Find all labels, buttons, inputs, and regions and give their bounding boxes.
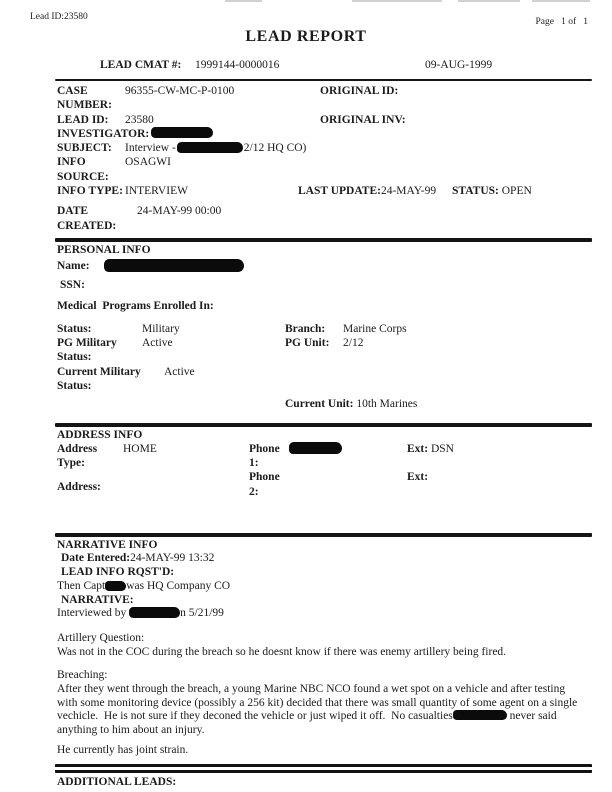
pg-unit <box>285 336 363 350</box>
interviewed-pre: Interviewed by <box>57 607 130 620</box>
phone1 <box>249 442 342 470</box>
narrative-info-section <box>55 539 592 757</box>
subject-value-post: 2/12 HQ CO) <box>243 142 307 155</box>
additional-leads-divider <box>55 764 592 773</box>
lead-id-label: LEAD ID: <box>57 113 109 126</box>
address-info-section <box>55 428 592 498</box>
breaching-line-3-pre: vechicle. He is not sure if they deconed the vehicle or just wiped it off. No casualties <box>57 710 453 723</box>
status <box>452 184 532 198</box>
breaching-line-3 <box>55 710 592 724</box>
phone1-label: Phone 1: <box>249 442 280 470</box>
phone2-label: Phone 2: <box>249 471 280 498</box>
page-number: Page 1 of 1 <box>535 17 588 27</box>
investigator-label: INVESTIGATOR: <box>57 127 150 140</box>
redaction-bar <box>453 710 507 720</box>
phone2 <box>249 470 289 498</box>
original-inv-label: ORIGINAL INV: <box>320 113 406 126</box>
info-type-value: INTERVIEW <box>125 185 188 198</box>
date-created-row <box>55 204 592 233</box>
case-number-row <box>55 84 592 113</box>
artillery-text: Was not in the COC during the breach so he doesnt know if there was enemy artillery being fired. <box>57 645 507 658</box>
lead-id-header: Lead ID:23580 <box>30 12 88 22</box>
redaction-bar <box>289 442 342 454</box>
case-number-label: CASE NUMBER: <box>57 85 112 112</box>
breaching-line-2: with some monitoring device (possibly a 256 kit) decided that there was small quantity of some agent on a single <box>57 696 578 709</box>
page-title: LEAD REPORT <box>245 28 367 45</box>
case-info-section <box>55 84 592 233</box>
investigator-row <box>55 127 592 141</box>
report-date: 09-AUG-1999 <box>425 59 493 71</box>
current-military-status-value: Active <box>164 365 195 378</box>
status-label: Status: <box>57 322 92 335</box>
current-unit-label: Current Unit: <box>285 397 354 410</box>
address-type-row <box>55 442 592 470</box>
closing-line: He currently has joint strain. <box>57 743 189 756</box>
then-capt-line <box>55 580 592 594</box>
address-label: Address: <box>57 481 101 494</box>
breaching-line-3-post: never said <box>506 710 557 723</box>
address-type-value: HOME <box>123 442 157 455</box>
branch-label: Branch: <box>285 322 326 335</box>
redaction-bar <box>105 581 126 591</box>
narrative-info-heading: NARRATIVE INFO <box>57 539 158 552</box>
info-source-row <box>55 155 592 184</box>
subject-label: SUBJECT: <box>57 142 112 155</box>
ssn-row <box>55 279 592 291</box>
original-id-label: ORIGINAL ID: <box>320 85 399 97</box>
then-capt-post: was HQ Company CO <box>126 579 231 592</box>
address-type-label: Address Type: <box>57 442 98 470</box>
ext1 <box>407 442 454 456</box>
date-created-value: 24-MAY-99 00:00 <box>137 205 222 218</box>
ssn-label: SSN: <box>60 278 85 291</box>
page-meta-row <box>0 0 612 27</box>
personal-info-section <box>55 244 592 412</box>
subject-value-pre: Interview - <box>125 142 176 155</box>
military-status-grid <box>55 322 592 412</box>
info-type-row <box>55 184 592 198</box>
info-source-label: INFO SOURCE: <box>57 156 109 183</box>
narrative-label: NARRATIVE: <box>61 593 134 606</box>
breaching-line-1: After they went through the breach, a young Marine NBC NCO found a wet spot on a vehicle and after testing <box>57 683 566 696</box>
interviewed-line <box>55 607 592 621</box>
status-value: OPEN <box>501 185 532 198</box>
name-row <box>55 259 592 276</box>
current-unit-value: 10th Marines <box>356 397 418 410</box>
section-divider <box>55 423 592 427</box>
lead-info-rqstd-label: LEAD INFO RQST'D: <box>61 566 175 579</box>
pg-unit-label: PG Unit: <box>285 337 330 350</box>
date-entered-row <box>55 552 592 566</box>
subject-row <box>55 141 592 155</box>
breaching-heading: Breaching: <box>57 669 108 682</box>
date-entered-value: 24-MAY-99 13:32 <box>130 552 215 565</box>
branch <box>285 322 407 336</box>
address-info-heading: ADDRESS INFO <box>57 428 143 441</box>
status-row <box>55 322 592 336</box>
personal-info-heading: PERSONAL INFO <box>57 243 151 256</box>
name-label: Name: <box>57 259 90 272</box>
ext2 <box>407 470 428 484</box>
info-source-value: OSAGWI <box>125 156 171 169</box>
last-update-label: LAST UPDATE: <box>298 185 381 198</box>
branch-value: Marine Corps <box>343 322 407 335</box>
status-value: Military <box>142 322 180 335</box>
pg-military-status-value: Active <box>142 337 173 350</box>
redaction-bar <box>151 127 213 138</box>
section-divider <box>55 533 592 537</box>
ext1-value: DSN <box>430 442 454 455</box>
additional-leads-heading: ADDITIONAL LEADS: <box>57 775 177 788</box>
lead-id-row <box>55 113 592 127</box>
date-entered-label: Date Entered: <box>61 552 131 565</box>
artillery-heading: Artillery Question: <box>57 631 145 644</box>
pg-military-status-row <box>55 336 592 364</box>
divider <box>55 79 592 81</box>
redaction-bar <box>177 142 243 153</box>
then-capt-pre: Then Capt <box>57 579 106 592</box>
pg-military-status-label: PG Military Status: <box>57 337 117 364</box>
lead-id-value: 23580 <box>125 113 154 126</box>
medical-programs-label: Medical Programs Enrolled In: <box>57 299 214 312</box>
subject-value <box>125 141 306 155</box>
ext1-label: Ext: <box>407 442 429 455</box>
redaction-bar <box>129 607 180 618</box>
lead-cmat-row <box>55 59 592 74</box>
redaction-bar <box>104 259 244 272</box>
ext2-label: Ext: <box>407 471 429 484</box>
date-created-label: DATE CREATED: <box>57 205 117 232</box>
section-divider <box>55 238 592 242</box>
status-label: STATUS: <box>452 185 499 198</box>
lead-cmat-label: LEAD CMAT #: <box>100 59 182 71</box>
current-unit <box>285 398 417 410</box>
last-update <box>298 184 436 198</box>
breaching-line-4: anything to him about an injury. <box>57 724 205 737</box>
current-military-status-row <box>55 365 592 393</box>
current-military-status-label: Current Military Status: <box>57 365 141 392</box>
lead-cmat-value: 1999144-0000016 <box>195 59 280 71</box>
document-content <box>0 59 612 788</box>
interviewed-post: n 5/21/99 <box>180 607 224 620</box>
current-unit-row <box>55 398 592 412</box>
case-number-value: 96355-CW-MC-P-0100 <box>125 85 235 97</box>
last-update-value: 24-MAY-99 <box>380 185 437 198</box>
pg-unit-value: 2/12 <box>343 337 364 350</box>
info-type-label: INFO TYPE: <box>57 185 123 198</box>
